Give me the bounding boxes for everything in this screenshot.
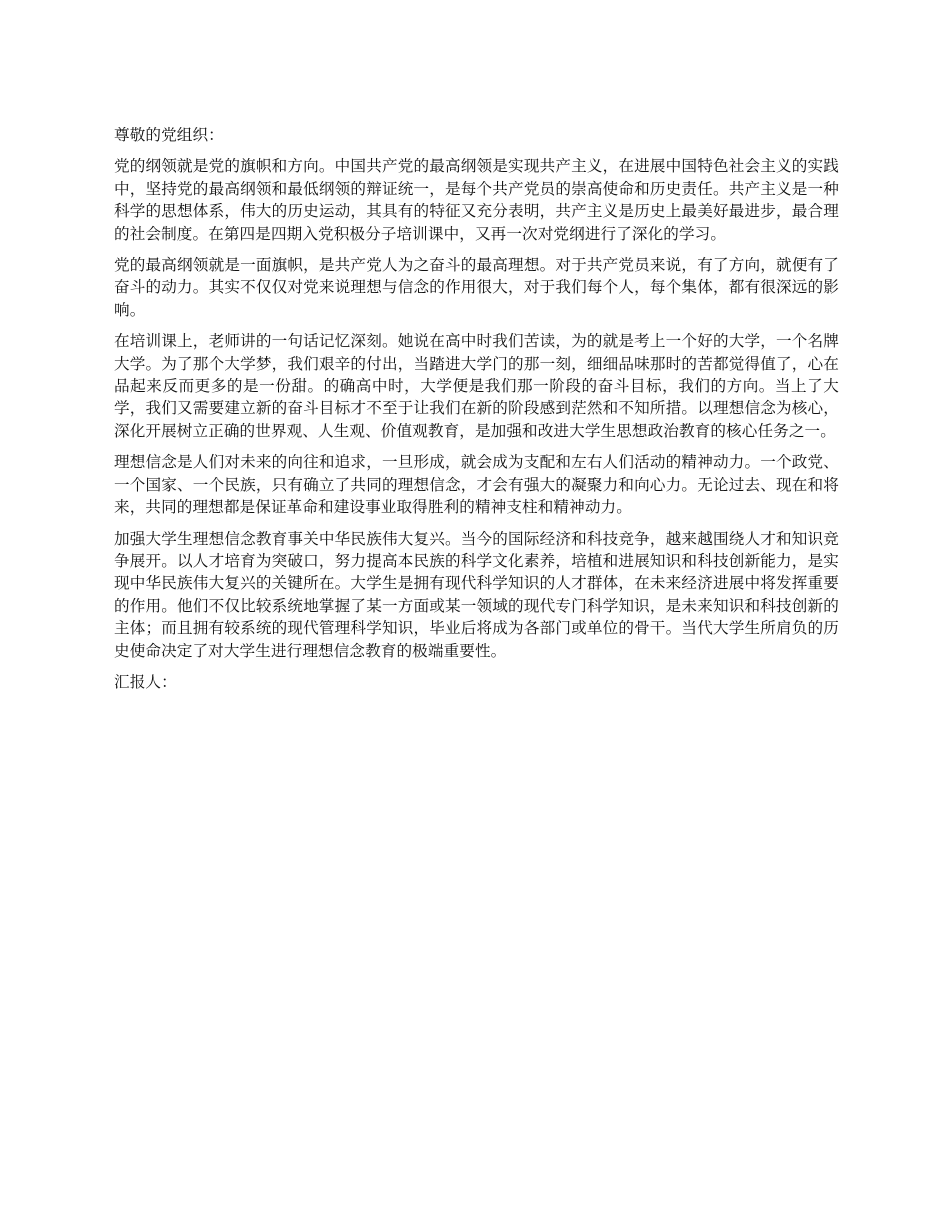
paragraph-2: 党的最高纲领就是一面旗帜，是共产党人为之奋斗的最高理想。对于共产党员来说，有了方向，就便有了奋斗的动力。其实不仅仅对党来说理想与信念的作用很大，对于我们每个人，每个集体，都有很深远的影响。 xyxy=(114,256,839,319)
signature: 汇报人： xyxy=(114,672,177,691)
paragraph-4: 理想信念是人们对未来的向往和追求，一旦形成，就会成为支配和左右人们活动的精神动力。一个政党、一个国家、一个民族，只有确立了共同的理想信念，才会有强大的凝聚力和向心力。无论过去、现在和将来，共同的理想都是保证革命和建设事业取得胜利的精神支柱和精神动力。 xyxy=(114,453,839,517)
paragraph-5: 加强大学生理想信念教育事关中华民族伟大复兴。当今的国际经济和科技竞争，越来越围绕人才和知识竞争展开。以人才培育为突破口，努力提高本民族的科学文化素养，培植和进展知识和科技创新能力，是实现中华民族伟大复兴的关键所在。大学生是拥有现代科学知识的人才群体，在未来经济进展中将发挥重要的作用。他们不仅比较系统地掌握了某一方面或某一领域的现代专门科学知识，是未来知识和科技创新的主体；而且拥有较系统的现代管理科学知识，毕业后将成为各部门或单位的骨干。当代大学生所肩负的历史使命决定了对大学生进行理想信念教育的极端重要性。 xyxy=(114,529,839,660)
paragraph-1: 党的纲领就是党的旗帜和方向。中国共产党的最高纲领是实现共产主义，在进展中国特色社会主义的实践中，坚持党的最高纲领和最低纲领的辩证统一，是每个共产党员的崇高使命和历史责任。共产主义是一种科学的思想体系，伟大的历史运动，其具有的特征又充分表明，共产主义是历史上最美好最进步，最合理的社会制度。在第四是四期入党积极分子培训课中，又再一次对党纲进行了深化的学习。 xyxy=(114,157,839,243)
salutation: 尊敬的党组织： xyxy=(114,126,224,144)
paragraph-3: 在培训课上，老师讲的一句话记忆深刻。她说在高中时我们苦读，为的就是考上一个好的大学，一个名牌大学。为了那个大学梦，我们艰辛的付出，当踏进大学门的那一刻，细细品味那时的苦都觉得值了，心在品起来反而更多的是一份甜。的确高中时，大学便是我们那一阶段的奋斗目标，我们的方向。当上了大学，我们又需要建立新的奋斗目标才不至于让我们在新的阶段感到茫然和不知所措。以理想信念为核心，深化开展树立正确的世界观、人生观、价值观教育，是加强和改进大学生思想政治教育的核心任务之一。 xyxy=(114,332,839,440)
document-page xyxy=(114,124,839,693)
